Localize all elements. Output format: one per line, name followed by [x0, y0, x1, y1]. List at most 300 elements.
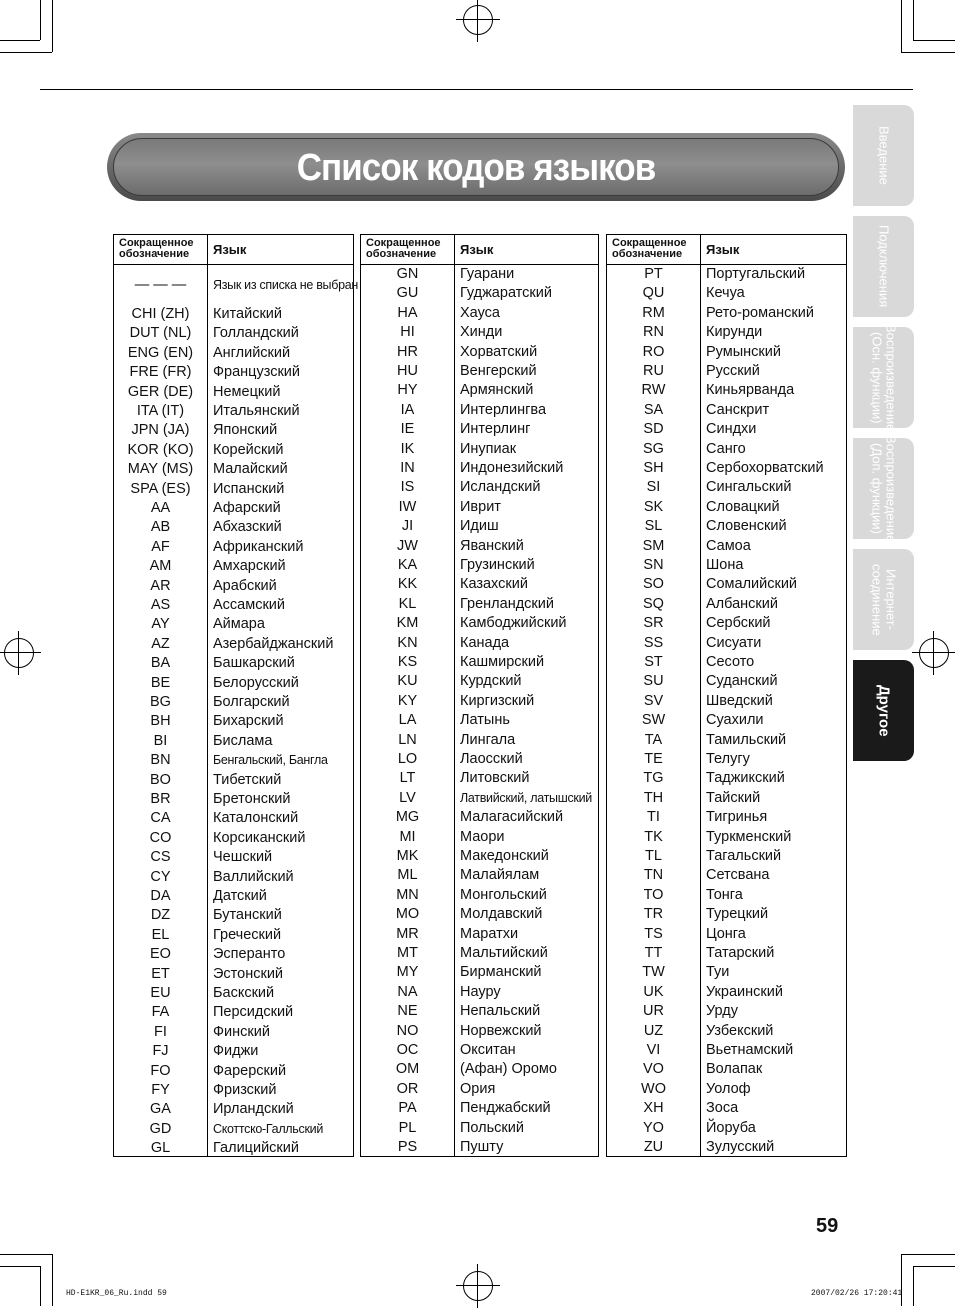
language-name: Пушту — [460, 1139, 504, 1155]
language-code: GER (DE) — [127, 383, 194, 400]
language-code: KA — [397, 557, 418, 573]
language-code: FRE (FR) — [129, 364, 192, 381]
table-row — [114, 1100, 353, 1119]
language-name: Кечуа — [706, 285, 745, 302]
language-code: GN — [396, 266, 419, 282]
language-code: SK — [643, 498, 664, 515]
language-name: Самоа — [706, 537, 751, 554]
language-name: Науру — [460, 983, 501, 1000]
header-rule — [40, 89, 913, 90]
table-row — [114, 577, 353, 596]
language-name: Курдский — [460, 673, 522, 690]
language-name: Яванский — [460, 537, 524, 554]
table-row — [607, 537, 846, 556]
table-row — [114, 906, 353, 925]
language-name: Сингальский — [706, 479, 792, 496]
tab-label: Интернет- соединение — [869, 563, 899, 636]
table-row — [361, 401, 598, 420]
table-row — [114, 1042, 353, 1061]
language-name: Интерлинг — [460, 421, 531, 438]
language-code: AB — [150, 519, 171, 536]
table-row — [361, 1022, 598, 1041]
table-row — [361, 847, 598, 866]
language-name: Сербохорватский — [706, 460, 824, 476]
table-row — [607, 828, 846, 847]
language-name: Иврит — [460, 498, 501, 515]
language-code: TI — [647, 809, 660, 826]
language-code: CS — [150, 849, 171, 866]
language-name: Латынь — [460, 712, 510, 729]
tab-connections[interactable] — [853, 216, 914, 317]
language-code: — — — — [134, 277, 187, 293]
crop-mark — [901, 0, 902, 52]
language-code: OM — [395, 1061, 420, 1078]
language-code: BG — [150, 694, 171, 710]
language-name: Чешский — [213, 849, 273, 866]
language-code: BR — [150, 791, 171, 807]
language-code: NE — [397, 1003, 418, 1020]
language-name: Пенджабский — [460, 1100, 551, 1117]
table-row — [114, 1062, 353, 1081]
table-row — [607, 459, 846, 478]
table-row — [607, 381, 846, 400]
language-name: Вьетнамский — [706, 1042, 794, 1058]
language-code: UR — [643, 1003, 664, 1020]
language-code: ML — [397, 867, 418, 884]
tab-label: Введение — [876, 126, 892, 185]
table-row — [114, 363, 353, 382]
language-name: Бислама — [213, 732, 273, 749]
language-name: Испанский — [213, 480, 285, 497]
table-row — [361, 614, 598, 633]
language-code: MR — [396, 925, 419, 942]
language-code: LV — [399, 789, 416, 806]
table-row — [607, 1002, 846, 1021]
language-name: Киньярванда — [706, 382, 795, 399]
language-name: Русский — [706, 363, 760, 379]
language-name: Уолоф — [706, 1080, 751, 1097]
language-code: IS — [400, 479, 415, 496]
table-row — [114, 499, 353, 518]
language-code: MAY (MS) — [127, 461, 194, 478]
language-name: Интерлингва — [460, 401, 547, 418]
language-code: GL — [150, 1140, 171, 1157]
language-code: KL — [398, 595, 417, 612]
language-code: TO — [643, 886, 664, 903]
language-code: LN — [398, 731, 417, 748]
language-name: Арабский — [213, 577, 277, 594]
language-code: IK — [400, 440, 415, 457]
language-name: Татарский — [706, 945, 775, 961]
language-code: RO — [642, 343, 665, 360]
table-header — [114, 235, 353, 265]
language-name: Украинский — [706, 983, 783, 1000]
language-name: Бенгальский, Бангла — [213, 753, 328, 768]
table-row — [361, 478, 598, 497]
language-name: Македонский — [460, 848, 549, 864]
language-name: Голландский — [213, 325, 299, 342]
table-row — [361, 963, 598, 982]
table-row — [607, 866, 846, 885]
language-code: TA — [644, 731, 663, 748]
language-code: FY — [151, 1082, 170, 1098]
language-name: Мальтийский — [460, 945, 548, 961]
language-code: TS — [644, 925, 663, 942]
table-row — [114, 615, 353, 634]
table-row — [607, 750, 846, 769]
language-code: QU — [642, 285, 665, 302]
language-code: CY — [150, 868, 171, 885]
crop-mark — [0, 1254, 52, 1255]
language-name: Молдавский — [460, 906, 543, 923]
language-code: TW — [642, 964, 665, 981]
language-code: ET — [151, 965, 170, 982]
language-name: Словацкий — [706, 498, 780, 515]
language-name: Рето-романский — [706, 304, 814, 321]
table-row — [361, 634, 598, 653]
tab-playback-advanced[interactable] — [853, 434, 914, 543]
language-name: Сесото — [706, 654, 755, 670]
language-name: Румынский — [706, 343, 781, 360]
language-name: Эсперанто — [213, 946, 286, 963]
language-name: Маратхи — [460, 925, 519, 942]
language-name: Язык из списка не выбран — [213, 278, 359, 292]
language-code: BA — [150, 655, 171, 672]
table-row — [361, 731, 598, 750]
language-code: SV — [643, 692, 664, 709]
language-code: TL — [645, 848, 662, 864]
table-row — [361, 1060, 598, 1079]
table-row — [361, 343, 598, 362]
language-name: Армянский — [460, 382, 534, 399]
registration-mark — [4, 638, 34, 668]
language-code: SG — [643, 440, 664, 457]
language-name: Гренландский — [460, 595, 554, 612]
header-code: Сокращенное обозначение — [366, 237, 441, 260]
language-name: Латвийский, латышский — [460, 790, 592, 805]
table-row — [607, 983, 846, 1002]
table-row — [114, 868, 353, 887]
table-row — [361, 769, 598, 788]
language-code: RU — [643, 363, 664, 379]
language-name: Китайский — [213, 306, 282, 322]
table-row — [361, 1138, 598, 1157]
date-slug: 2007/02/26 17:20:41 — [811, 1289, 903, 1298]
table-row — [361, 498, 598, 517]
table-row — [607, 595, 846, 614]
table-row — [114, 421, 353, 440]
language-name: Сетсвана — [706, 867, 770, 884]
language-code: YO — [643, 1119, 664, 1136]
language-code: MK — [396, 848, 419, 864]
table-row — [361, 808, 598, 827]
language-name: Кирунди — [706, 324, 763, 341]
language-name: Французский — [213, 364, 300, 381]
language-name: Инупиак — [460, 440, 517, 457]
language-name: Тамильский — [706, 731, 787, 748]
language-code: BI — [153, 732, 168, 749]
language-name: Суахили — [706, 712, 764, 729]
language-code: XH — [643, 1100, 664, 1117]
crop-mark — [52, 1254, 53, 1306]
language-code: AM — [149, 558, 172, 575]
language-name: Каталонский — [213, 810, 299, 827]
language-code: SQ — [643, 595, 664, 612]
table-row — [607, 634, 846, 653]
language-code: SH — [643, 460, 664, 476]
language-name: Волапак — [706, 1061, 763, 1078]
language-name: Казахский — [460, 576, 528, 593]
language-code: EL — [151, 926, 170, 943]
table-row — [361, 265, 598, 284]
table-row — [607, 808, 846, 827]
language-name: Туркменский — [706, 828, 792, 845]
table-row — [114, 887, 353, 906]
language-code: HU — [397, 363, 418, 379]
language-code: TK — [644, 828, 663, 845]
table-row — [361, 750, 598, 769]
language-code: UZ — [643, 1022, 664, 1039]
language-table-3 — [606, 234, 847, 1157]
language-code: FJ — [152, 1043, 169, 1060]
language-name: Киргизский — [460, 692, 535, 709]
table-row — [607, 517, 846, 536]
table-row — [114, 984, 353, 1003]
language-name: Болгарский — [213, 694, 290, 710]
table-row — [607, 692, 846, 711]
table-row — [114, 732, 353, 751]
language-name: Корсиканский — [213, 829, 306, 846]
table-row — [361, 1080, 598, 1099]
crop-mark — [0, 1266, 40, 1267]
table-row — [114, 790, 353, 809]
table-row — [361, 1119, 598, 1138]
language-name: Цонга — [706, 925, 746, 942]
crop-mark — [913, 1266, 955, 1267]
tab-label: Воспроизведение (Доп. функции) — [869, 434, 899, 543]
language-code: GA — [150, 1101, 171, 1118]
table-row — [361, 381, 598, 400]
language-code: SO — [643, 576, 664, 593]
file-slug: HD-E1KR_06_Ru.indd 59 — [66, 1289, 167, 1298]
table-row — [361, 284, 598, 303]
language-name: Синдхи — [706, 421, 757, 438]
language-name: Африканский — [213, 538, 304, 555]
table-row — [114, 305, 353, 324]
language-name: (Афан) Оромо — [460, 1061, 557, 1078]
table-row — [361, 828, 598, 847]
language-code: LT — [399, 770, 416, 787]
language-name: Афарский — [213, 500, 281, 516]
tab-other[interactable] — [853, 660, 914, 761]
language-name: Тонга — [706, 886, 743, 903]
tab-internet[interactable] — [853, 549, 914, 650]
table-row — [114, 809, 353, 828]
language-name: Скоттско-Галльский — [213, 1121, 323, 1136]
table-row — [607, 440, 846, 459]
language-name: Итальянский — [213, 403, 300, 419]
language-name: Малагасийский — [460, 809, 564, 826]
table-row — [114, 1081, 353, 1100]
crop-mark — [913, 1266, 914, 1306]
language-code: GD — [149, 1120, 172, 1137]
language-name: Амхарский — [213, 558, 286, 575]
table-row — [607, 1022, 846, 1041]
language-code: MO — [395, 906, 420, 923]
language-code: IN — [400, 460, 415, 476]
language-name: Хауса — [460, 304, 500, 321]
language-code: SA — [643, 401, 664, 418]
language-code: PA — [398, 1100, 417, 1117]
tab-introduction[interactable] — [853, 105, 914, 206]
table-row — [607, 575, 846, 594]
language-code: FI — [154, 1023, 167, 1040]
language-name: Немецкий — [213, 383, 281, 400]
table-row — [114, 1023, 353, 1042]
table-row — [114, 460, 353, 479]
language-name: Хорватский — [460, 343, 538, 360]
crop-mark — [913, 0, 914, 40]
crop-mark — [52, 0, 53, 52]
table-row — [114, 1003, 353, 1022]
crop-mark — [40, 1266, 41, 1306]
language-name: Литовский — [460, 770, 530, 787]
language-name: Ория — [460, 1080, 496, 1097]
table-row — [361, 983, 598, 1002]
table-row — [114, 965, 353, 984]
language-code: PT — [644, 266, 663, 282]
language-code: ITA (IT) — [136, 403, 185, 419]
language-name: Галицийский — [213, 1140, 299, 1157]
language-name: Индонезийский — [460, 460, 564, 476]
language-name: Малайялам — [460, 867, 540, 884]
language-code: AS — [150, 597, 171, 613]
table-row — [607, 847, 846, 866]
language-code: AZ — [151, 635, 170, 652]
language-code: SM — [642, 537, 665, 554]
header-code: Сокращенное обозначение — [119, 237, 194, 260]
language-name: Бирманский — [460, 964, 542, 981]
language-name: Зулусский — [706, 1139, 775, 1155]
language-code: TT — [644, 945, 663, 961]
table-row — [361, 789, 598, 808]
language-name: Датский — [213, 888, 267, 904]
title-banner — [107, 133, 845, 201]
language-name: Лингала — [460, 731, 516, 748]
table-row — [114, 265, 359, 305]
language-name: Белорусский — [213, 674, 299, 691]
language-name: Фарерский — [213, 1062, 287, 1079]
language-code: KOR (KO) — [127, 441, 194, 458]
table-row — [114, 402, 353, 421]
table-row — [361, 692, 598, 711]
language-code: ENG (EN) — [127, 344, 194, 361]
language-name: Ассамский — [213, 597, 285, 613]
language-name: Кашмирский — [460, 654, 545, 670]
table-row — [361, 517, 598, 536]
language-name: Непальский — [460, 1003, 541, 1020]
table-row — [607, 265, 846, 284]
language-code: NA — [397, 983, 418, 1000]
table-row — [607, 711, 846, 730]
language-name: Турецкий — [706, 906, 769, 923]
language-code: CA — [150, 810, 171, 827]
language-name: Зоса — [706, 1100, 739, 1117]
table-row — [607, 1138, 846, 1157]
table-row — [361, 672, 598, 691]
header-code: Сокращенное обозначение — [612, 237, 687, 260]
language-name: Албанский — [706, 595, 778, 612]
crop-mark — [913, 40, 955, 41]
table-row — [607, 420, 846, 439]
language-code: OC — [396, 1042, 419, 1058]
table-row — [361, 304, 598, 323]
language-code: SI — [646, 479, 661, 496]
language-name: Финский — [213, 1023, 270, 1040]
table-row — [607, 963, 846, 982]
table-row — [607, 1099, 846, 1118]
table-row — [607, 1119, 846, 1138]
language-name: Грузинский — [460, 557, 535, 573]
table-row — [114, 654, 353, 673]
language-name: Баскский — [213, 985, 275, 1001]
table-row — [361, 866, 598, 885]
language-name: Малайский — [213, 461, 288, 478]
table-row — [114, 751, 353, 770]
table-row — [361, 556, 598, 575]
table-row — [114, 383, 353, 402]
table-row — [114, 344, 353, 363]
language-name: Валлийский — [213, 868, 294, 885]
table-row — [114, 674, 353, 693]
language-table-2 — [360, 234, 599, 1157]
language-name: Персидский — [213, 1004, 294, 1021]
table-row — [361, 575, 598, 594]
language-code: SN — [643, 557, 664, 573]
table-row — [607, 556, 846, 575]
table-row — [114, 596, 353, 615]
registration-mark — [463, 1271, 493, 1301]
table-row — [361, 653, 598, 672]
language-name: Санскрит — [706, 401, 770, 418]
table-row — [114, 635, 353, 654]
page-title: Список кодов языков — [296, 147, 656, 189]
crop-mark — [901, 1254, 902, 1306]
language-code: RN — [643, 324, 664, 341]
language-name: Телугу — [706, 751, 750, 767]
table-row — [607, 886, 846, 905]
language-code: PS — [397, 1139, 418, 1155]
language-code: AA — [150, 500, 171, 516]
language-name: Тайский — [706, 789, 761, 806]
tab-playback-basic[interactable] — [853, 323, 914, 432]
language-name: Урду — [706, 1003, 739, 1020]
language-name: Сомалийский — [706, 576, 798, 593]
language-code: LO — [397, 751, 418, 767]
language-name: Фризский — [213, 1082, 277, 1098]
table-header — [607, 235, 846, 265]
language-name: Лаосский — [460, 751, 523, 767]
language-name: Азербайджанский — [213, 635, 334, 652]
language-code: SD — [643, 421, 664, 438]
language-code: HY — [397, 382, 418, 399]
table-row — [607, 925, 846, 944]
table-row — [607, 343, 846, 362]
language-name: Бихарский — [213, 713, 284, 730]
language-name: Словенский — [706, 518, 787, 535]
language-code: CO — [149, 829, 172, 846]
crop-mark — [40, 0, 41, 40]
